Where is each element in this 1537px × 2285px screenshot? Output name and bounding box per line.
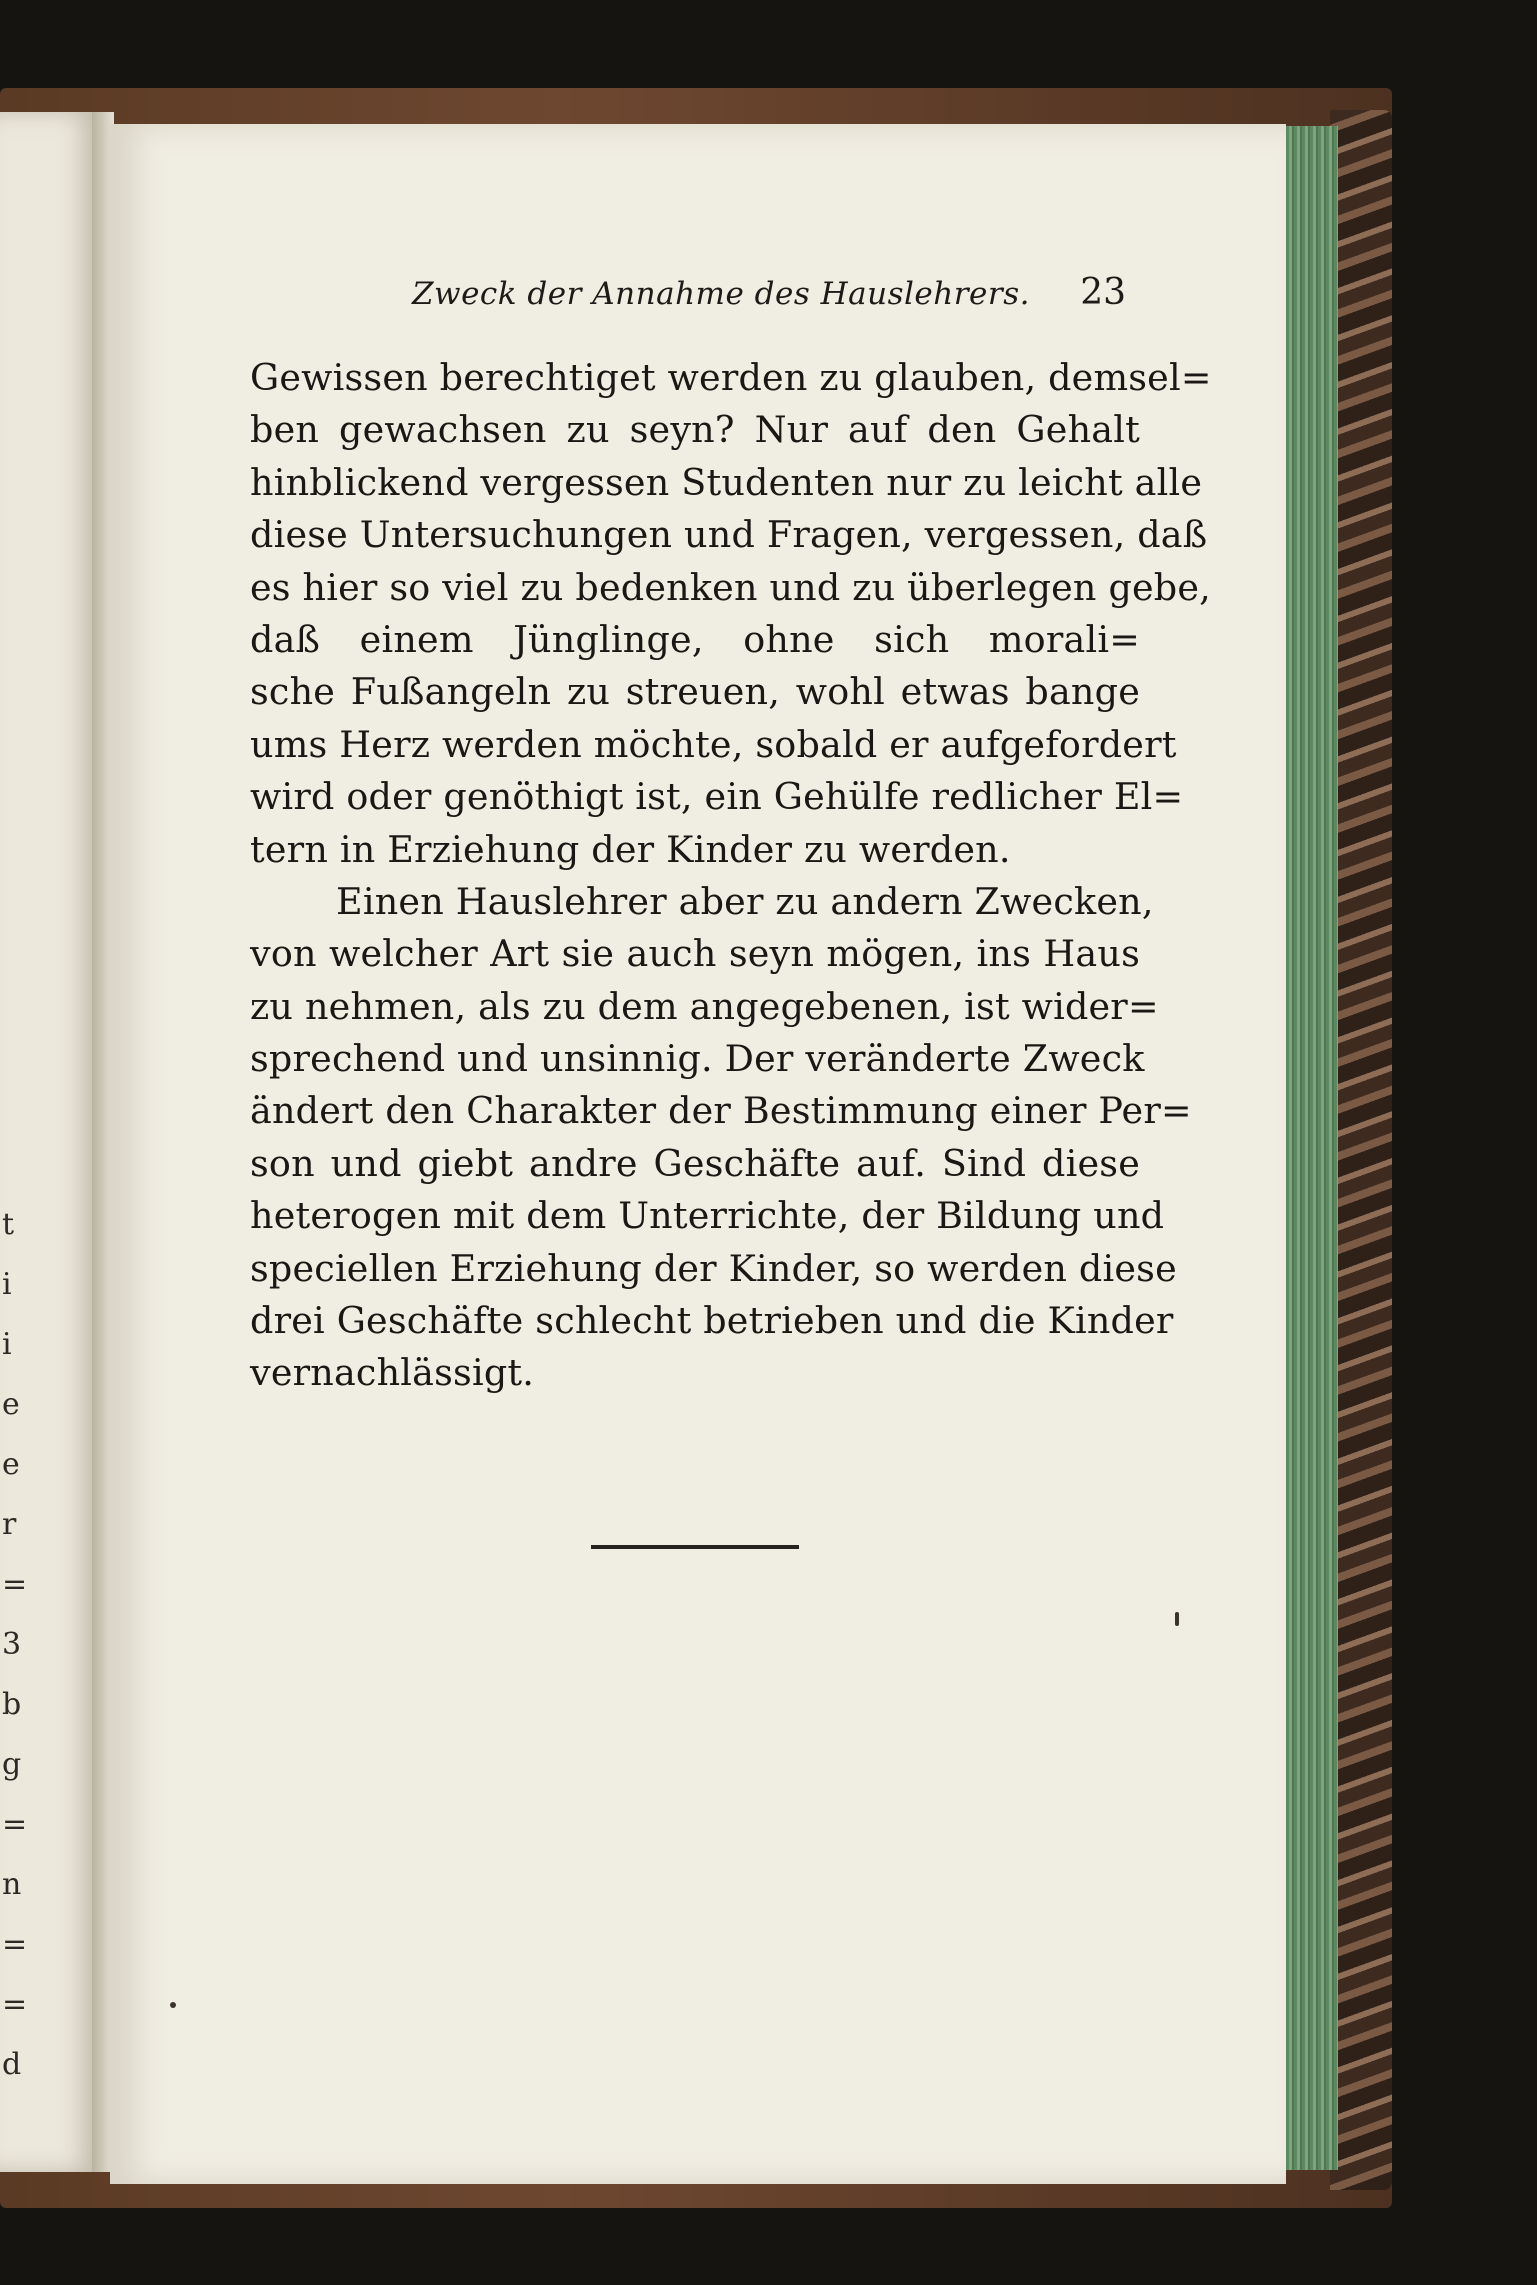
running-head-title: Zweck der Annahme des Hauslehrers. xyxy=(412,276,1030,312)
green-fore-edge xyxy=(1286,126,1338,2170)
text-line: sprechend und unsinnig. Der veränderte Zweck xyxy=(250,1037,1145,1081)
body-text xyxy=(250,352,1212,1400)
left-edge-glyph: i xyxy=(2,1267,12,1302)
section-end-rule xyxy=(591,1545,799,1549)
text-line: ben gewachsen zu seyn? Nur auf den Gehalt xyxy=(250,408,1140,452)
left-edge-glyph: e xyxy=(2,1447,20,1482)
text-line: es hier so viel zu bedenken und zu überlegen gebe, xyxy=(250,565,1211,609)
left-edge-glyph: = xyxy=(2,1807,28,1842)
marbled-cover-edge xyxy=(1330,110,1392,2190)
left-edge-glyph: b xyxy=(2,1687,22,1722)
page-number: 23 xyxy=(1080,272,1126,313)
left-edge-glyph: n xyxy=(2,1867,22,1902)
paragraph-end-line: vernachlässigt. xyxy=(250,1351,535,1395)
left-edge-glyph: e xyxy=(2,1387,20,1422)
left-edge-glyph: = xyxy=(2,1567,28,1602)
text-line: hinblickend vergessen Studenten nur zu leicht alle xyxy=(250,460,1203,504)
paragraph-end-line: tern in Erziehung der Kinder zu werden. xyxy=(250,827,1011,871)
text-line: zu nehmen, als zu dem angegebenen, ist wider= xyxy=(250,984,1159,1028)
left-edge-glyph: i xyxy=(2,1327,12,1362)
text-line: wird oder genöthigt ist, ein Gehülfe redlicher El= xyxy=(250,775,1184,819)
text-line: Gewissen berechtiget werden zu glauben, demsel= xyxy=(250,356,1212,399)
text-line: sche Fußangeln zu streuen, wohl etwas bange xyxy=(250,670,1140,714)
paragraph-start-line: Einen Hauslehrer aber zu andern Zwecken, xyxy=(336,879,1154,923)
text-line: son und giebt andre Geschäfte auf. Sind diese xyxy=(250,1141,1140,1185)
text-line: diese Untersuchungen und Fragen, vergessen, daß xyxy=(250,513,1208,557)
left-edge-glyph: d xyxy=(2,2047,22,2082)
left-page-text-edge xyxy=(2,1202,28,2088)
text-line: drei Geschäfte schlecht betrieben und die Kinder xyxy=(250,1299,1174,1343)
left-edge-glyph: t xyxy=(2,1207,15,1242)
left-edge-glyph: 3 xyxy=(2,1627,22,1662)
left-page xyxy=(0,112,100,2172)
text-line: daß einem Jünglinge, ohne sich morali= xyxy=(250,617,1140,661)
text-line: ums Herz werden möchte, sobald er aufgefordert xyxy=(250,722,1177,766)
left-edge-glyph: = xyxy=(2,1927,28,1962)
text-line: speciellen Erziehung der Kinder, so werden diese xyxy=(250,1246,1177,1290)
running-head xyxy=(412,272,1132,320)
text-line: ändert den Charakter der Bestimmung einer Per= xyxy=(250,1089,1192,1133)
paper-speck xyxy=(1175,1612,1179,1626)
text-line: heterogen mit dem Unterrichte, der Bildung und xyxy=(250,1194,1165,1238)
paper-speck xyxy=(170,2002,176,2008)
text-line: von welcher Art sie auch seyn mögen, ins Haus xyxy=(250,932,1140,976)
left-edge-glyph: g xyxy=(2,1747,22,1782)
left-edge-glyph: r xyxy=(2,1507,17,1542)
left-edge-glyph: = xyxy=(2,1987,28,2022)
